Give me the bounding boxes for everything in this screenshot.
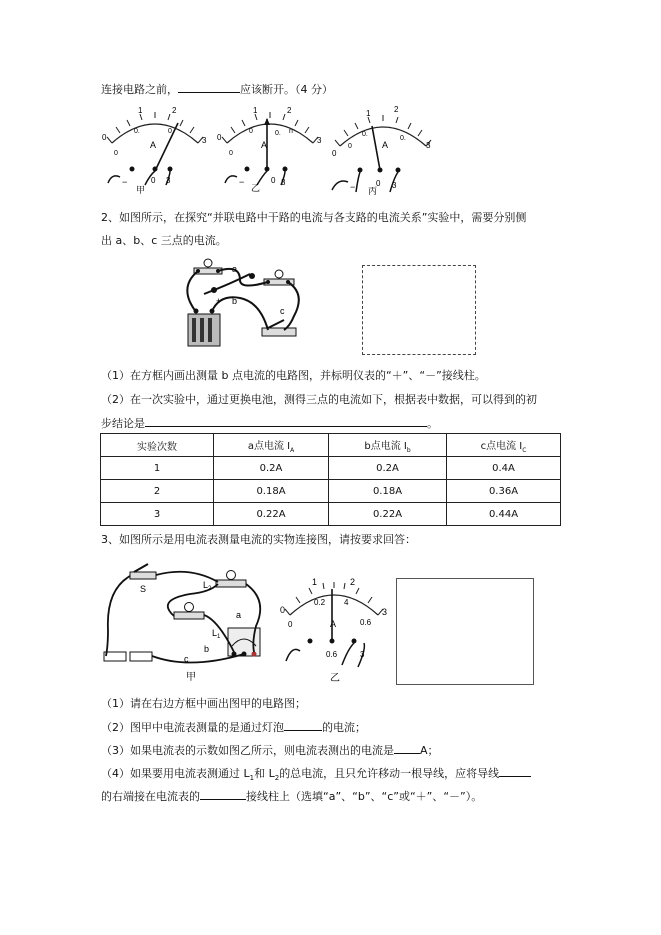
q1-jia-tick-1: 1: [138, 106, 143, 115]
q1-yi-tick-0: 0: [217, 133, 222, 142]
q3-meter-term-06: 0.6: [326, 650, 338, 659]
q3-sub4-terminal-blank[interactable]: [200, 788, 246, 800]
q1-jia-tick-0: 0: [102, 133, 107, 142]
q3-sub4-text-a: （4）如果要用电流表测通过 L: [101, 767, 250, 780]
q1-jia-inner-2: 0.: [168, 128, 174, 135]
table-cell: 0.2A: [329, 457, 447, 480]
table-header: [447, 434, 561, 457]
q3-sub2-end: 的电流；: [322, 721, 366, 734]
header-label: 实验次数: [137, 441, 177, 453]
table-cell: 0.22A: [329, 503, 447, 526]
table-cell: 0.44A: [447, 503, 561, 526]
table-header: [214, 434, 329, 457]
q3-sub4-text-d: 的右端接在电流表的: [101, 790, 200, 803]
table-row: [101, 457, 561, 480]
q1-jia-tick-3: 3: [202, 136, 207, 145]
q2-sub2-line1: （2）在一次实验中，通过更换电池，测得三点的电流如下，根据表中数据，可以得到的初: [101, 393, 537, 406]
q3-caption-jia: 甲: [186, 672, 196, 683]
q1-bing-tick-1: 1: [366, 109, 371, 118]
q3-sub4-sub1: 1: [249, 774, 255, 783]
table-cell: 0.36A: [447, 480, 561, 503]
q1-jia-term-0: 0: [151, 176, 156, 185]
table-row: [101, 503, 561, 526]
q1-bing-inner-0: 0: [348, 143, 352, 150]
q3-label-b: b: [204, 644, 210, 654]
table-row: [101, 480, 561, 503]
q3-sub4-sub2: 2: [274, 774, 280, 783]
q3-sub3-blank[interactable]: [394, 742, 420, 754]
table-cell: 0.18A: [329, 480, 447, 503]
q1-bing-term-3: 3: [392, 181, 397, 190]
q1-yi-tick-3: 3: [317, 136, 322, 145]
q3-label-a: a: [236, 610, 242, 620]
q1-yi-tick-2: 2: [287, 106, 292, 115]
q3-answer-box[interactable]: [396, 578, 534, 685]
q1-bing-unit: A: [382, 140, 389, 150]
table-header: [329, 434, 447, 457]
q1-text: 连接电路之前，: [101, 83, 178, 96]
q3-meter-tick-2: 2: [350, 577, 356, 587]
q3-meter-caption: 乙: [330, 673, 340, 684]
q1-bing-inner-1: 0.: [362, 131, 368, 138]
q3-sub4-line2: [101, 788, 482, 804]
table-header: [101, 434, 214, 457]
q3-meter-tick-3: 3: [382, 607, 388, 617]
q3-sub1: （1）请在右边方框中画出图甲的电路图；: [101, 697, 306, 710]
q1-meter-jia: [100, 105, 210, 195]
q1-meter-yi: [215, 105, 325, 195]
header-sub: A: [290, 446, 295, 454]
q3-sub2: [101, 719, 366, 735]
q3-meter-yi: [278, 575, 390, 685]
q3-meter-inner-0: 0: [288, 620, 293, 629]
q1-jia-term-3: 3: [166, 176, 171, 185]
q3-sub3-end: A；: [420, 744, 439, 757]
q1-yi-tick-1: 1: [253, 106, 258, 115]
q1-bing-term-neg: −: [350, 182, 356, 192]
q3-meter-inner-02: 0.2: [314, 598, 326, 607]
q3-sub4-text-c: 的总电流，且只允许移动一根导线，应将导线: [279, 767, 500, 780]
q2-label-a: a: [232, 264, 238, 274]
q1-yi-inner-0: 0: [229, 150, 233, 157]
q2-circuit-photo: [180, 254, 310, 354]
table-cell: 0.18A: [214, 480, 329, 503]
q1-yi-inner-2: 0.: [275, 130, 281, 137]
q3-meter-inner-04: 4: [344, 598, 349, 607]
q2-sub2-end: 。: [427, 417, 438, 430]
q1-bing-tick-2: 2: [394, 105, 399, 114]
q1-jia-term-neg: −: [122, 177, 128, 187]
q3-sub3-text: （3）如果电流表的示数如图乙所示，则电流表测出的电流是: [101, 744, 394, 757]
table-cell: 2: [101, 480, 214, 503]
q2-data-table: [100, 433, 561, 526]
q3-label-c: c: [184, 654, 189, 664]
q2-answer-box[interactable]: [362, 265, 476, 355]
q1-jia-unit: A: [150, 140, 157, 150]
table-cell: 0.2A: [214, 457, 329, 480]
q2-sub2-text: 步结论是: [101, 417, 145, 430]
q3-sub3: [101, 742, 439, 758]
q1-yi-inner-1: 0: [249, 128, 253, 135]
q3-circuit-jia: [100, 560, 270, 685]
q2-label-b: b: [232, 296, 238, 306]
q1-meter-bing: [328, 105, 438, 198]
header-label: b点电流 I: [364, 440, 407, 452]
q2-sub2-line2: [101, 415, 438, 431]
q2-intro-2: 出 a、b、c 三点的电流。: [101, 234, 227, 247]
q3-meter-tick-1: 1: [312, 577, 318, 587]
q3-label-L2: $L_2$: [203, 580, 212, 592]
table-cell: 0.4A: [447, 457, 561, 480]
q3-sub4-text-b: 和 L: [254, 767, 275, 780]
q1-yi-inner-3: n: [289, 128, 293, 135]
q3-intro: 3、如图所示是用电流表测量电流的实物连接图，请按要求回答：: [101, 533, 416, 546]
q3-label-S: S: [140, 584, 147, 594]
q2-label-plus: +: [216, 296, 222, 306]
q1-bing-inner-2: 0.: [400, 135, 406, 142]
table-cell: 1: [101, 457, 214, 480]
q1-bing-tick-0: 0: [332, 149, 337, 158]
q1-yi-caption: 乙: [251, 183, 261, 193]
q3-meter-inner-06: 0.6: [360, 618, 372, 627]
table-cell: 0.22A: [214, 503, 329, 526]
q1-bing-needle: [372, 126, 380, 170]
q1-line: [101, 81, 333, 97]
header-label: a点电流 I: [247, 440, 291, 452]
header-sub: b: [406, 446, 411, 454]
table-cell: 3: [101, 503, 214, 526]
q1-jia-tick-2: 2: [172, 106, 177, 115]
q3-label-L1: $L_1$: [212, 628, 221, 640]
q3-sub4-text-e: 接线柱上（选填“a”、“b”、“c”或“＋”、“－”）。: [246, 790, 483, 803]
q1-jia-caption: 甲: [136, 185, 146, 195]
q3-meter-term-3: 3: [360, 650, 365, 659]
q3-sub4-wire-blank[interactable]: [499, 765, 531, 777]
q1-yi-term-3: 3: [281, 178, 286, 187]
q3-meter-unit: A: [330, 619, 337, 629]
header-label: c点电流 I: [480, 440, 523, 452]
q2-label-c: c: [280, 306, 285, 316]
q1-yi-term-neg: −: [239, 177, 245, 187]
q2-intro-1: 2、如图所示，在探究“并联电路中干路的电流与各支路的电流关系”实验中，需要分别侧: [101, 211, 527, 224]
q1-jia-needle: [155, 123, 178, 171]
table-header-row: [101, 434, 561, 457]
q1-yi-unit: A: [261, 140, 268, 150]
q2-sub1: （1）在方框内画出测量 b 点电流的电路图，并标明仪表的“＋”、“－”接线柱。: [101, 369, 486, 382]
q1-yi-term-0: 0: [271, 176, 276, 185]
q1-jia-inner-0: 0: [114, 150, 118, 157]
q3-sub2-blank[interactable]: [284, 719, 322, 731]
q1-text-after: 应该断开。（4 分）: [240, 83, 333, 96]
q1-bing-term-0: 0: [376, 179, 381, 188]
q3-meter-tick-0: 0: [280, 605, 286, 615]
q1-bing-caption: 丙: [368, 186, 378, 196]
q2-conclusion-blank[interactable]: [145, 415, 427, 427]
q3-sub4-line1: [101, 765, 531, 785]
header-sub: C: [522, 446, 527, 454]
q3-sub2-text: （2）图甲中电流表测量的是通过灯泡: [101, 721, 284, 734]
q1-blank[interactable]: [178, 81, 240, 93]
q1-jia-inner-1: 0.: [134, 128, 140, 135]
q1-bing-tick-3: 3: [426, 141, 431, 150]
